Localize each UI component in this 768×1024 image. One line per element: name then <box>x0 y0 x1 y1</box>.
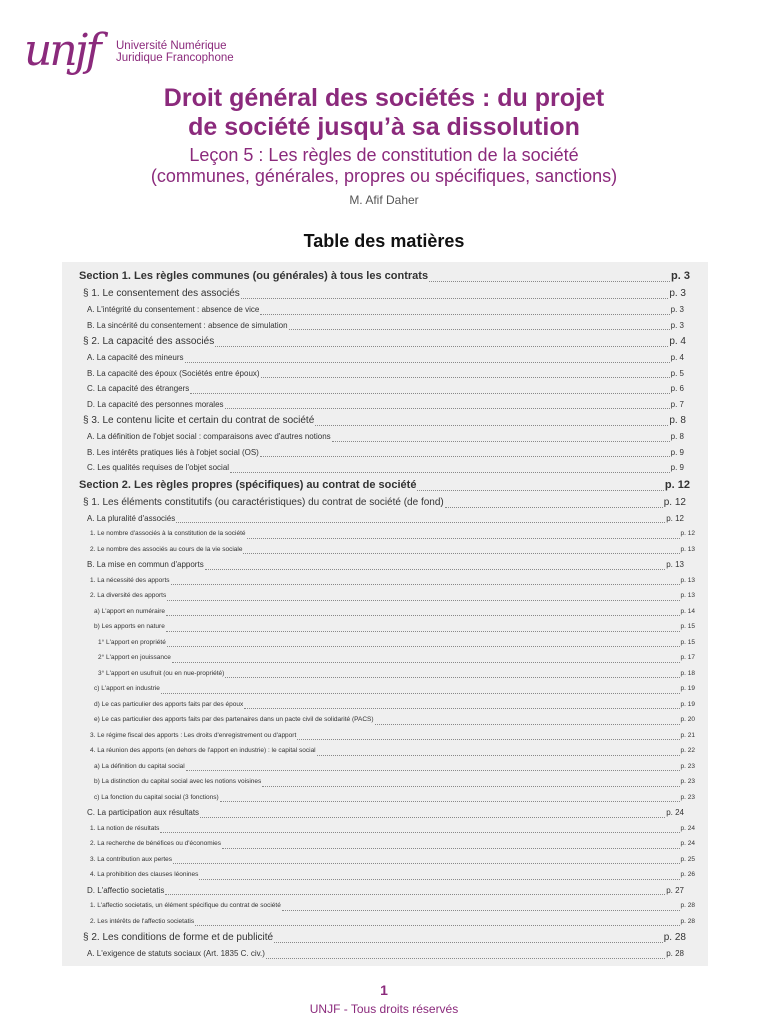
toc-entry-label: D. L'affectio societatis <box>87 885 165 895</box>
toc-leader-dots <box>262 786 679 787</box>
toc-entry-page: p. 26 <box>680 871 695 878</box>
toc-entry-page: p. 15 <box>680 623 695 630</box>
toc-entry-label: C. La capacité des étrangers <box>87 384 190 393</box>
toc-entry[interactable] <box>62 681 708 697</box>
toc-entry[interactable] <box>62 914 708 930</box>
toc-entry-page: p. 6 <box>670 384 684 393</box>
toc-entry-page: p. 20 <box>680 716 695 723</box>
toc-leader-dots <box>315 425 668 426</box>
toc-entry-page: p. 12 <box>666 513 684 523</box>
toc-entry-page: p. 3 <box>670 305 684 314</box>
toc-leader-dots <box>222 848 680 849</box>
toc-entry-page: p. 27 <box>666 885 684 895</box>
toc-entry-page: p. 24 <box>680 824 695 832</box>
toc-leader-dots <box>429 281 670 282</box>
toc-entry-label: 1. L'affectio societatis, un élément spécifique du contrat de société <box>90 902 281 909</box>
toc-entry[interactable] <box>62 604 708 620</box>
toc-entry-label: 2. Le nombre des associés au cours de la vie sociale <box>90 545 243 553</box>
toc-entry-label: § 1. Les éléments constitutifs (ou caractéristiques) du contrat de société (de fond) <box>83 496 444 508</box>
toc-entry-page: p. 13 <box>680 576 695 584</box>
toc-entry-label: b) La distinction du capital social avec les notions voisines <box>94 778 262 785</box>
toc-entry-label: 3° L'apport en usufruit (ou en nue-propriété) <box>98 669 225 677</box>
toc-leader-dots <box>375 724 680 725</box>
toc-entry-page: p. 4 <box>670 353 684 362</box>
toc-entry[interactable] <box>62 898 708 914</box>
toc-entry[interactable] <box>62 381 708 397</box>
toc-entry[interactable] <box>62 573 708 589</box>
toc-entry-label: Section 1. Les règles communes (ou générales) à tous les contrats <box>79 270 429 282</box>
toc-entry-label: 2. Les intérêts de l'affectio societatis <box>90 917 195 925</box>
toc-entry-page: p. 28 <box>663 932 686 943</box>
toc-leader-dots <box>176 522 665 523</box>
toc-entry-page: p. 19 <box>680 700 695 708</box>
toc-leader-dots <box>417 490 663 491</box>
toc-leader-dots <box>247 538 680 539</box>
toc-leader-dots <box>167 600 679 601</box>
toc-entry[interactable] <box>62 635 708 651</box>
page-number: 1 <box>380 982 388 998</box>
toc-entry-page: p. 4 <box>669 336 686 347</box>
toc-leader-dots <box>445 507 663 508</box>
toc-entry-label: Section 2. Les règles propres (spécifiques) au contrat de société <box>79 478 417 491</box>
toc-entry[interactable] <box>62 743 708 759</box>
toc-entry[interactable] <box>62 619 708 635</box>
toc-entry-label: c) L'apport en industrie <box>94 685 160 692</box>
toc-entry-label: A. La capacité des mineurs <box>87 353 184 362</box>
toc-entry-label: § 2. La capacité des associés <box>83 336 215 347</box>
toc-entry-page: p. 22 <box>680 747 695 754</box>
toc-entry-label: c) La fonction du capital social (3 fonctions) <box>94 793 219 801</box>
toc-entry[interactable] <box>62 494 708 511</box>
toc-leader-dots <box>190 393 669 394</box>
page-footer <box>0 982 768 1017</box>
toc-entry-page: p. 3 <box>670 320 684 330</box>
toc-entry[interactable] <box>62 366 708 382</box>
toc-entry[interactable] <box>62 445 708 461</box>
toc-entry[interactable] <box>62 460 708 476</box>
toc-entry[interactable] <box>62 412 708 429</box>
toc-entry-label: 1. La notion de résultats <box>90 824 160 832</box>
toc-entry-label: D. La capacité des personnes morales <box>87 399 224 409</box>
toc-entry-label: B. La sincérité du consentement : absence de simulation <box>87 320 288 330</box>
toc-title: Table des matières <box>303 231 465 251</box>
toc-entry[interactable] <box>62 867 708 883</box>
toc-entry-label: 2. La diversité des apports <box>90 592 167 599</box>
toc-entry-page: p. 3 <box>669 288 686 299</box>
toc-entry-page: p. 13 <box>680 592 695 599</box>
toc-entry-page: p. 17 <box>680 654 695 661</box>
toc-entry[interactable] <box>62 821 708 837</box>
toc-leader-dots <box>266 958 665 959</box>
toc-leader-dots <box>205 569 666 570</box>
toc-entry-page: p. 24 <box>680 840 695 847</box>
toc-leader-dots <box>225 408 670 409</box>
toc-entry[interactable] <box>62 774 708 790</box>
toc-entry-label: § 3. Le contenu licite et certain du contrat de société <box>83 415 315 426</box>
toc-entry-page: p. 28 <box>680 902 695 909</box>
toc-entry[interactable] <box>62 946 708 962</box>
toc-entry[interactable] <box>62 285 708 302</box>
toc-entry-label: 4. La prohibition des clauses léonines <box>90 871 199 878</box>
toc-entry[interactable] <box>62 318 708 334</box>
toc-entry-label: 4. La réunion des apports (en dehors de l'apport en industrie) : le capital social <box>90 747 316 754</box>
document-heading <box>0 84 768 208</box>
toc-entry-label: d) Le cas particulier des apports faits par des époux <box>94 700 244 708</box>
document-title-line2: de société jusqu’à sa dissolution <box>188 113 580 141</box>
toc-leader-dots <box>166 615 680 616</box>
toc-entry-page: p. 9 <box>670 447 684 457</box>
university-name-line2: Juridique Francophone <box>116 52 234 64</box>
toc-leader-dots <box>260 314 669 315</box>
toc-entry-page: p. 8 <box>670 432 684 441</box>
unjf-logo: unjf <box>24 25 99 76</box>
toc-entry-page: p. 23 <box>680 762 695 770</box>
toc-leader-dots <box>165 894 665 895</box>
toc-entry-label: a) L'apport en numéraire <box>94 607 165 615</box>
toc-entry[interactable] <box>62 350 708 366</box>
toc-leader-dots <box>171 584 680 585</box>
toc-entry[interactable] <box>62 728 708 744</box>
toc-leader-dots <box>297 739 679 740</box>
toc-entry-page: p. 8 <box>669 415 686 426</box>
toc-entry-label: 1. La nécessité des apports <box>90 576 170 584</box>
toc-entry[interactable] <box>62 929 708 946</box>
toc-leader-dots <box>160 832 679 833</box>
toc-entry[interactable] <box>62 588 708 604</box>
toc-entry-page: p. 12 <box>680 530 695 537</box>
toc-leader-dots <box>317 755 680 756</box>
toc-leader-dots <box>166 631 680 632</box>
toc-entry-page: p. 18 <box>680 669 695 677</box>
toc-entry-label: C. La participation aux résultats <box>87 808 200 817</box>
toc-entry[interactable] <box>62 302 708 318</box>
toc-entry-label: 3. La contribution aux pertes <box>90 855 173 863</box>
toc-leader-dots <box>241 298 669 299</box>
toc-leader-dots <box>215 346 668 347</box>
toc-entry-label: A. La pluralité d'associés <box>87 513 176 523</box>
toc-leader-dots <box>282 910 680 911</box>
toc-leader-dots <box>274 942 663 943</box>
toc-entry-page: p. 23 <box>680 778 695 785</box>
toc-entry-label: 1. Le nombre d'associés à la constitution de la société <box>90 530 246 537</box>
toc-leader-dots <box>260 456 670 457</box>
toc-entry[interactable] <box>62 790 708 806</box>
toc-entry[interactable] <box>62 429 708 445</box>
toc-entry[interactable] <box>62 805 708 821</box>
toc-entry[interactable] <box>62 526 708 542</box>
toc-leader-dots <box>172 662 680 663</box>
toc-entry[interactable] <box>62 852 708 868</box>
toc-leader-dots <box>185 362 670 363</box>
toc-entry-page: p. 9 <box>670 463 684 472</box>
toc-entry-label: B. La capacité des époux (Sociétés entre époux) <box>87 368 260 378</box>
toc-entry[interactable] <box>62 267 708 285</box>
toc-entry-label: b) Les apports en nature <box>94 623 165 630</box>
lesson-subtitle-line1: Leçon 5 : Les règles de constitution de la société <box>189 145 579 165</box>
lesson-subtitle-line2: (communes, générales, propres ou spécifiques, sanctions) <box>150 166 618 186</box>
university-name-line1: Université Numérique <box>116 40 227 52</box>
toc-entry-label: A. L'intégrité du consentement : absence de vice <box>87 305 260 314</box>
toc-entry-page: p. 13 <box>666 560 684 569</box>
toc-entry[interactable] <box>62 650 708 666</box>
toc-entry[interactable] <box>62 557 708 573</box>
toc-entry-page: p. 12 <box>663 496 686 508</box>
toc-entry[interactable] <box>62 697 708 713</box>
toc-entry[interactable] <box>62 712 708 728</box>
toc-entry-page: p. 23 <box>680 793 695 801</box>
toc-entry-page: p. 14 <box>680 607 695 615</box>
university-name <box>116 40 234 64</box>
toc-entry[interactable] <box>62 542 708 558</box>
toc-leader-dots <box>195 925 679 926</box>
toc-entry-page: p. 15 <box>680 638 695 646</box>
toc-leader-dots <box>199 879 679 880</box>
toc-entry[interactable] <box>62 666 708 682</box>
toc-entry-page: p. 13 <box>680 545 695 553</box>
toc-entry-page: p. 12 <box>664 478 690 491</box>
toc-entry-page: p. 5 <box>670 368 684 378</box>
toc-entry-label: § 1. Le consentement des associés <box>83 288 240 299</box>
toc-leader-dots <box>332 441 670 442</box>
toc-entry[interactable] <box>62 397 708 413</box>
toc-leader-dots <box>230 472 670 473</box>
toc-leader-dots <box>243 553 679 554</box>
toc-leader-dots <box>289 329 670 330</box>
toc-entry-label: A. L'exigence de statuts sociaux (Art. 1835 C. civ.) <box>87 949 265 958</box>
toc-entry-label: 2° L'apport en jouissance <box>98 654 171 661</box>
toc-entry[interactable] <box>62 759 708 775</box>
toc-entry-page: p. 7 <box>670 399 684 409</box>
toc-leader-dots <box>200 817 665 818</box>
copyright-notice: UNJF - Tous droits réservés <box>309 1002 459 1016</box>
toc-entry-label: B. La mise en commun d'apports <box>87 560 204 569</box>
toc-entry-label: e) Le cas particulier des apports faits par des partenaires dans un pacte civil de solidarité (PACS) <box>94 716 374 723</box>
toc-entry-page: p. 28 <box>680 917 695 925</box>
toc-entry-label: B. Les intérêts pratiques liés à l'objet social (OS) <box>87 447 259 457</box>
toc-entry[interactable] <box>62 476 708 494</box>
toc-entry[interactable] <box>62 883 708 899</box>
toc-entry-label: § 2. Les conditions de forme et de publicité <box>83 932 274 943</box>
table-of-contents <box>62 262 708 966</box>
toc-entry-page: p. 19 <box>680 685 695 692</box>
toc-leader-dots <box>244 708 679 709</box>
toc-entry-label: 3. Le régime fiscal des apports : Les droits d'enregistrement ou d'apport <box>90 731 297 739</box>
toc-entry[interactable] <box>62 511 708 527</box>
toc-leader-dots <box>261 377 670 378</box>
toc-entry-label: A. La définition de l'objet social : comparaisons avec d'autres notions <box>87 432 331 441</box>
author: M. Afif Daher <box>349 193 419 207</box>
toc-entry-page: p. 25 <box>680 855 695 863</box>
toc-entry-page: p. 24 <box>666 808 684 817</box>
toc-entry-page: p. 3 <box>671 270 690 282</box>
toc-entry-label: 2. La recherche de bénéfices ou d'économies <box>90 840 221 847</box>
unjf-header <box>24 24 324 90</box>
toc-entry-page: p. 21 <box>680 731 695 739</box>
toc-leader-dots <box>225 677 679 678</box>
toc-entry-label: a) La définition du capital social <box>94 762 185 770</box>
toc-leader-dots <box>161 693 680 694</box>
document-title-line1: Droit général des sociétés : du projet <box>163 84 605 112</box>
toc-entry-label: C. Les qualités requises de l'objet social <box>87 463 230 472</box>
toc-entry-label: 1° L'apport en propriété <box>98 638 166 646</box>
toc-entry[interactable] <box>62 836 708 852</box>
toc-entry-page: p. 28 <box>666 949 684 958</box>
toc-leader-dots <box>186 770 680 771</box>
toc-entry[interactable] <box>62 333 708 350</box>
toc-leader-dots <box>220 801 680 802</box>
toc-leader-dots <box>167 646 680 647</box>
toc-leader-dots <box>173 863 680 864</box>
